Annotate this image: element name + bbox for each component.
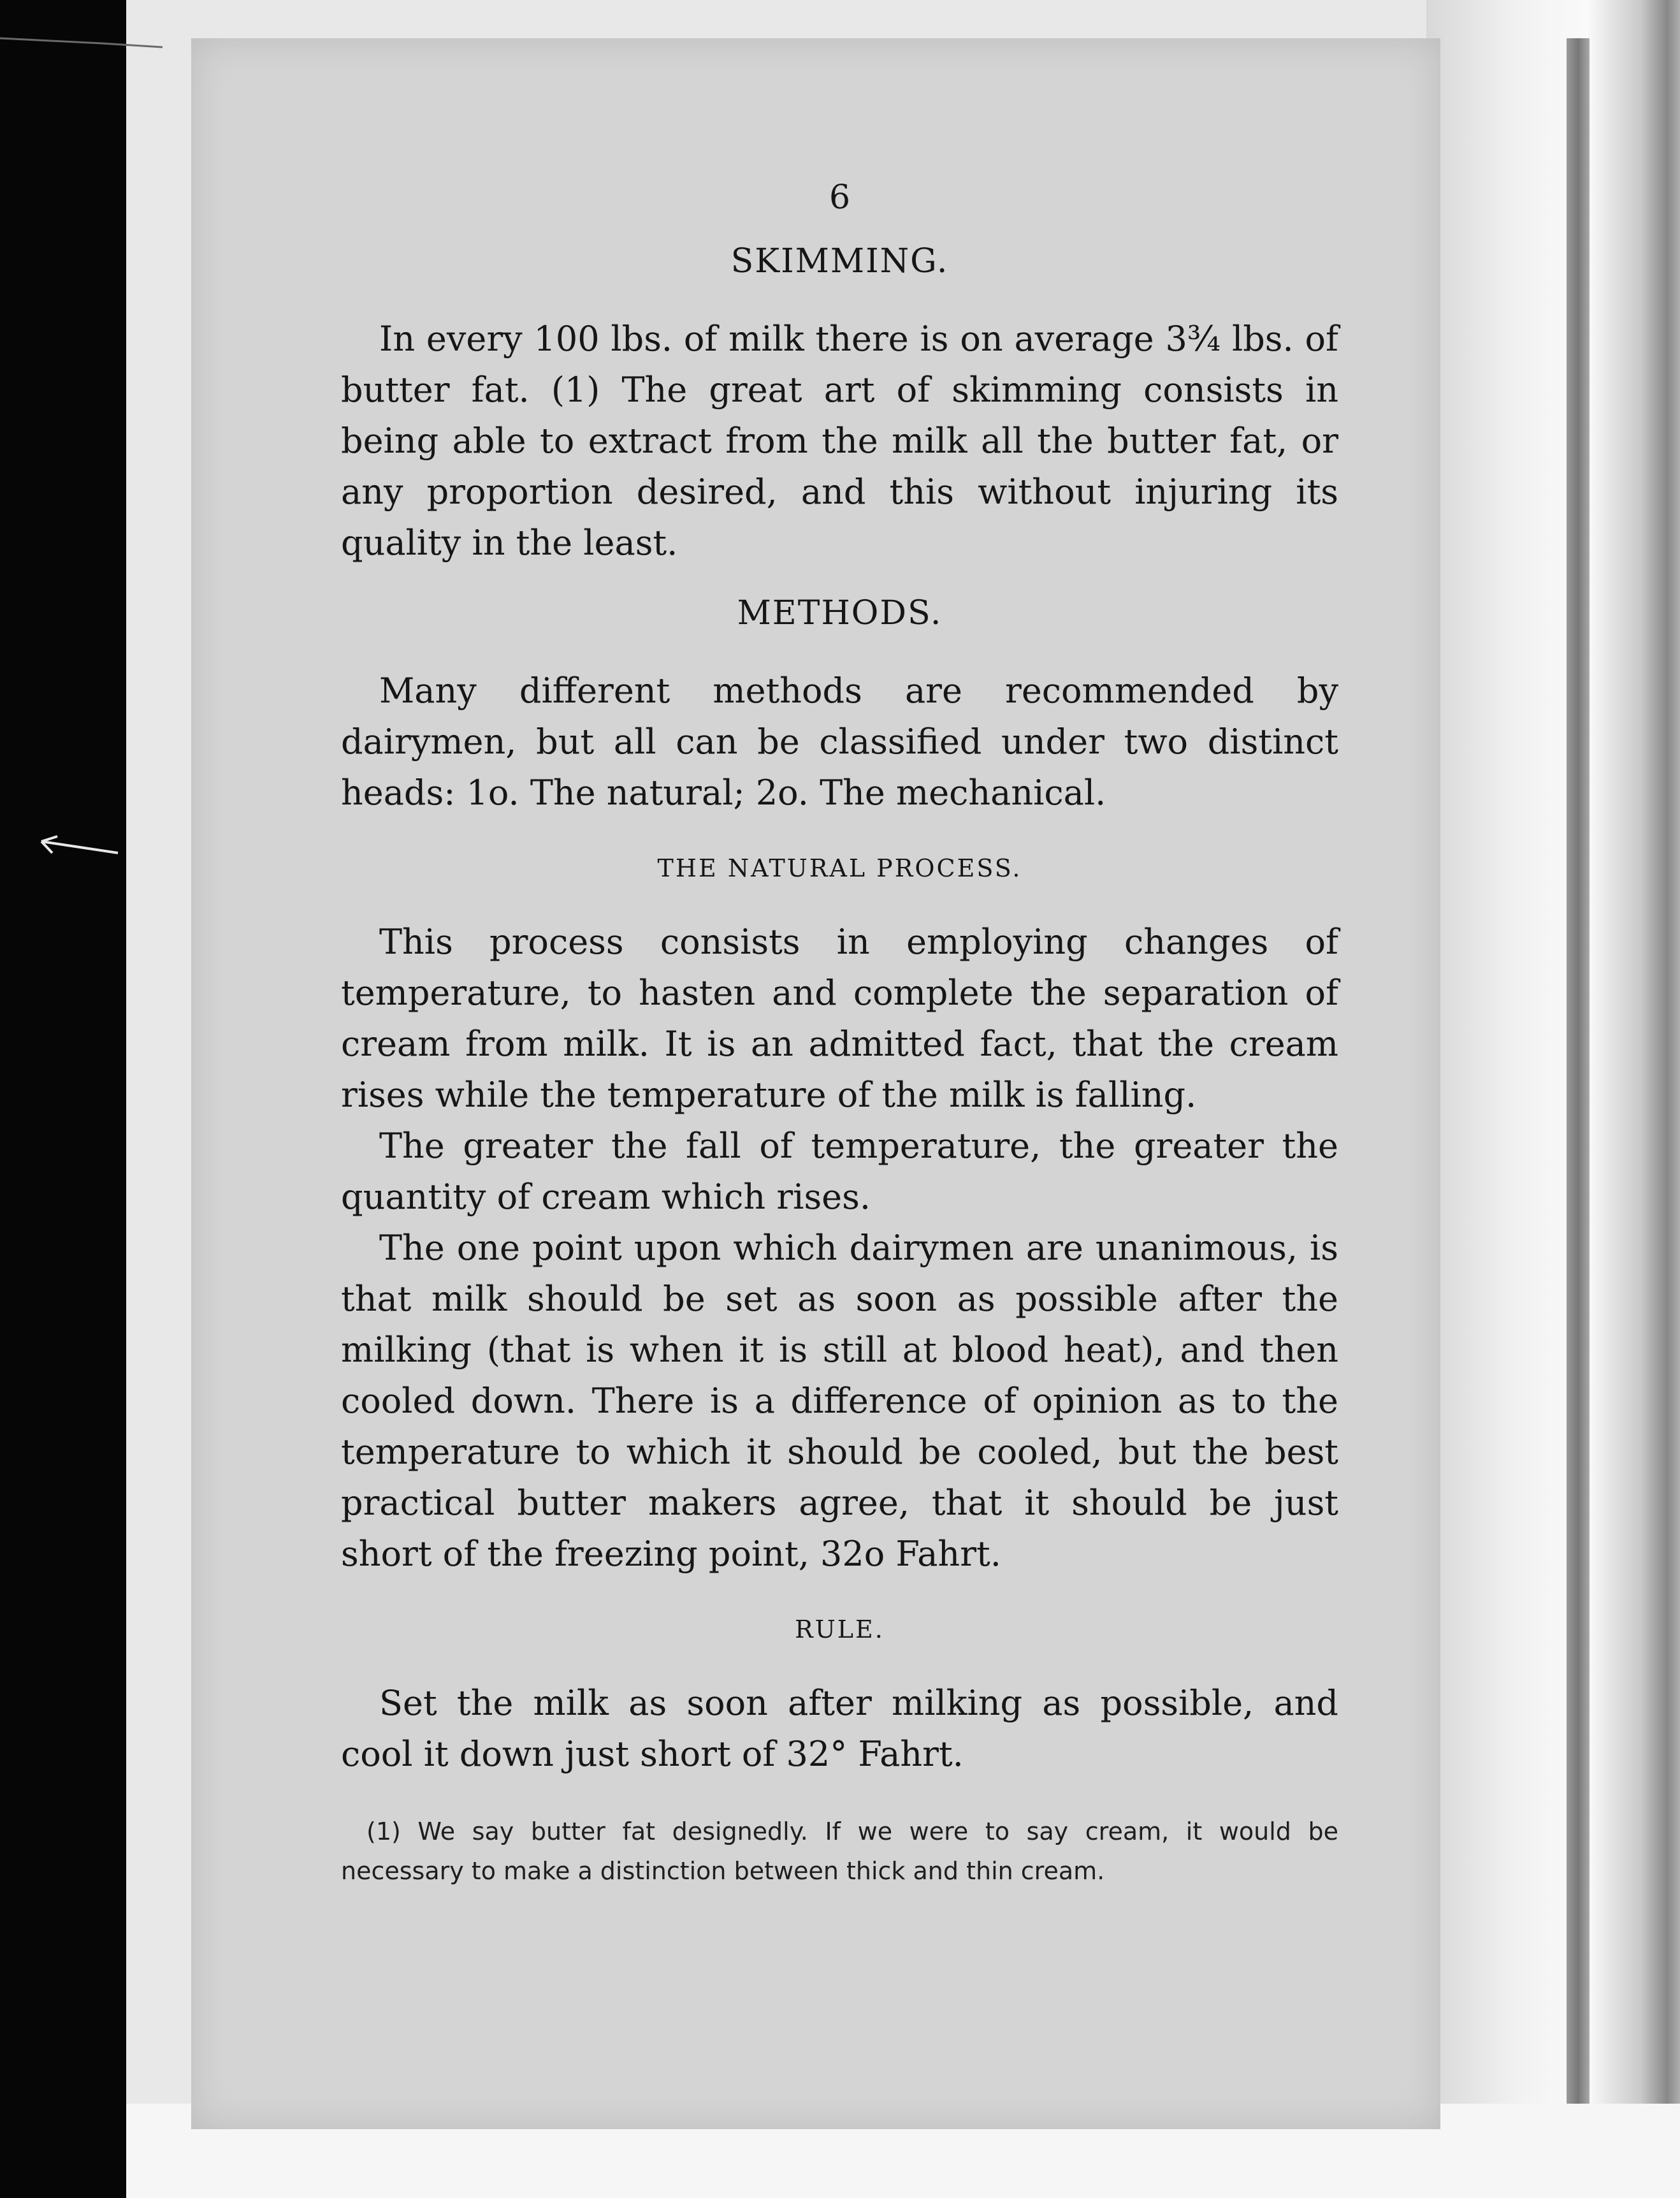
paragraph-natural-process-2: The greater the fall of temperature, the greater the quantity of cream which rises. [341, 1126, 1338, 1217]
heading-skimming: SKIMMING. [730, 242, 949, 280]
book-page-edges [1426, 0, 1680, 2198]
heading-natural-process: THE NATURAL PROCESS. [657, 854, 1022, 882]
paragraph-rule: Set the milk as soon after milking as possible, and cool it down just short of 32° Fahrt. [341, 1683, 1338, 1774]
paragraph-natural-process-3: The one point upon which dairymen are unanimous, is that milk should be set as soon as possible after the milking (that is when it is still at blood heat), and then cooled down. There is a difference of opinion as to the temperature to which it should be cooled, but the best practical butter makers agree, that it should be just short of the freezing point, 32o Fahrt. [341, 1228, 1338, 1574]
page-number: 6 [829, 178, 851, 217]
paragraph-methods: Many different methods are recommended by dairymen, but all can be classified under two distinct heads: 1o. The natural; 2o. The mechanical. [341, 671, 1338, 813]
document-page [191, 38, 1440, 2129]
book-spine-shadow [1567, 38, 1589, 2142]
footnote: (1) We say butter fat designedly. If we were to say cream, it would be necessary to make a distinction between thick and thin cream. [341, 1817, 1338, 1885]
paragraph-natural-process-1: This process consists in employing changes of temperature, to hasten and complete the separation of cream from milk. It is an admitted fact, that the cream rises while the temperature of the milk is falling. [341, 922, 1338, 1115]
page-content [341, 178, 1338, 1915]
scan-scratch-mark [0, 32, 166, 51]
heading-rule: RULE. [795, 1615, 885, 1643]
scan-arrow-mark [38, 835, 121, 861]
paragraph-skimming: In every 100 lbs. of milk there is on average 3¾ lbs. of butter fat. (1) The great art of skimming consists in being able to extract from the milk all the butter fat, or any proportion desired, and this without injuring its quality in the least. [341, 319, 1338, 563]
heading-methods: METHODS. [737, 594, 943, 632]
